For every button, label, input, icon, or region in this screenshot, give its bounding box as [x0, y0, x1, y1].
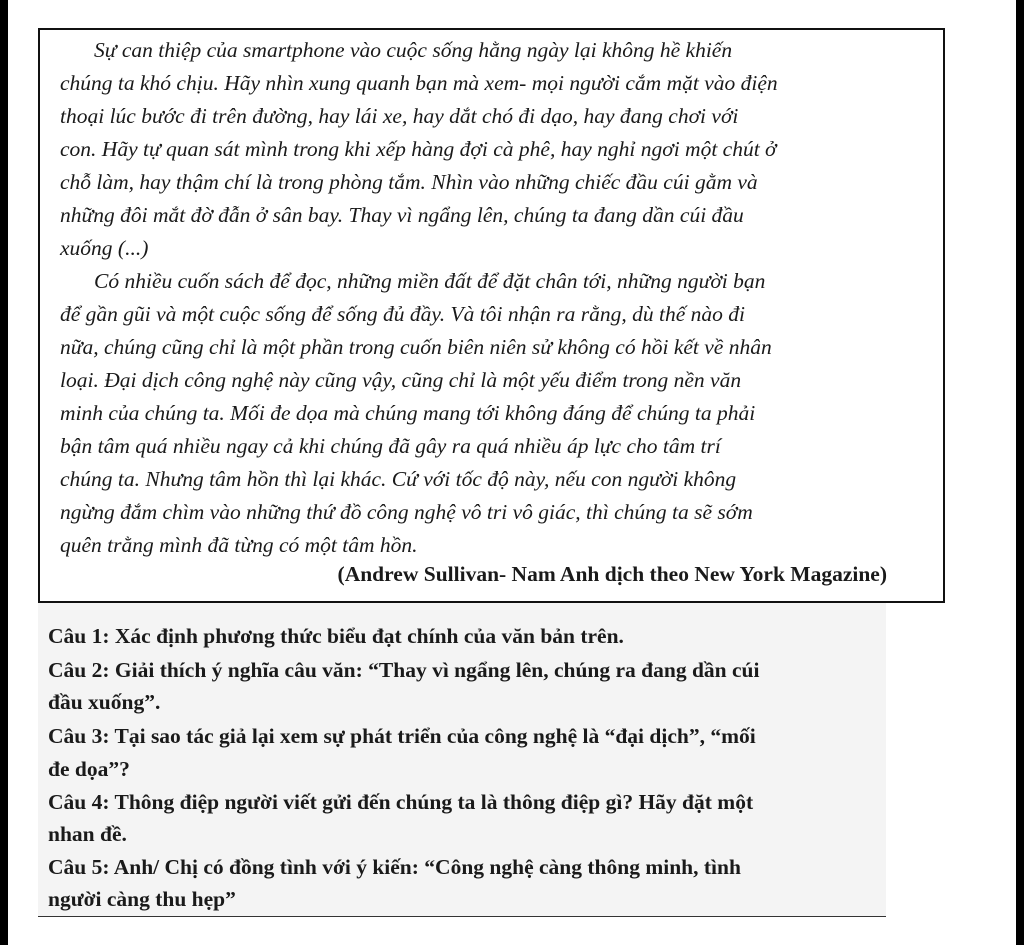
question-line: Câu 1: Xác định phương thức biểu đạt chính của văn bản trên. — [48, 624, 624, 648]
question-line: Câu 4: Thông điệp người viết gửi đến chúng ta là thông điệp gì? Hãy đặt một — [48, 790, 754, 814]
passage-line: con. Hãy tự quan sát mình trong khi xếp hàng đợi cà phê, hay nghỉ ngơi một chút ở — [60, 137, 777, 161]
document-page — [8, 0, 1016, 945]
passage-line: nữa, chúng cũng chỉ là một phần trong cuốn biên niên sử không có hồi kết về nhân — [60, 335, 772, 359]
question-line: Câu 2: Giải thích ý nghĩa câu văn: “Thay vì ngẩng lên, chúng ra đang dần cúi — [48, 658, 760, 682]
passage-line: loại. Đại dịch công nghệ này cũng vậy, cũng chỉ là một yếu điểm trong nền văn — [60, 368, 742, 392]
passage-line: thoại lúc bước đi trên đường, hay lái xe, hay dắt chó đi dạo, hay đang chơi với — [60, 104, 739, 128]
passage-line: bận tâm quá nhiều ngay cả khi chúng đã gây ra quá nhiều áp lực cho tâm trí — [60, 434, 721, 458]
passage-line: minh của chúng ta. Mối đe dọa mà chúng mang tới không đáng để chúng ta phải — [60, 401, 756, 425]
question-line: Câu 5: Anh/ Chị có đồng tình với ý kiến: “Công nghệ càng thông minh, tình — [48, 855, 741, 879]
passage-line: Sự can thiệp của smartphone vào cuộc sống hằng ngày lại không hề khiến — [94, 38, 733, 62]
passage-line: chúng ta khó chịu. Hãy nhìn xung quanh bạn mà xem- mọi người cắm mặt vào điện — [60, 71, 778, 95]
passage-line: xuống (...) — [60, 236, 149, 260]
passage-line: để gần gũi và một cuộc sống để sống đủ đầy. Và tôi nhận ra rằng, dù thế nào đi — [60, 302, 745, 326]
passage-line: chúng ta. Nhưng tâm hồn thì lại khác. Cứ với tốc độ này, nếu con người không — [60, 467, 737, 491]
questions-block — [38, 603, 886, 917]
question-line: đầu xuống”. — [48, 690, 161, 714]
passage-line: chỗ làm, hay thậm chí là trong phòng tắm. Nhìn vào những chiếc đầu cúi gằm và — [60, 170, 758, 194]
question-line: người càng thu hẹp” — [48, 887, 236, 911]
attribution: (Andrew Sullivan- Nam Anh dịch theo New York Magazine) — [337, 562, 887, 586]
passage-line: Có nhiều cuốn sách để đọc, những miền đất để đặt chân tới, những người bạn — [94, 269, 766, 293]
question-line: Câu 3: Tại sao tác giả lại xem sự phát triển của công nghệ là “đại dịch”, “mối — [48, 724, 756, 748]
question-line: nhan đề. — [48, 822, 127, 846]
passage-box — [38, 28, 945, 603]
passage-line: những đôi mắt đờ đẫn ở sân bay. Thay vì ngẩng lên, chúng ta đang dần cúi đầu — [60, 203, 744, 227]
question-line: đe dọa”? — [48, 757, 130, 781]
passage-line: ngừng đắm chìm vào những thứ đồ công nghệ vô tri vô giác, thì chúng ta sẽ sớm — [60, 500, 753, 524]
passage-line: quên trằng mình đã từng có một tâm hồn. — [60, 533, 418, 557]
